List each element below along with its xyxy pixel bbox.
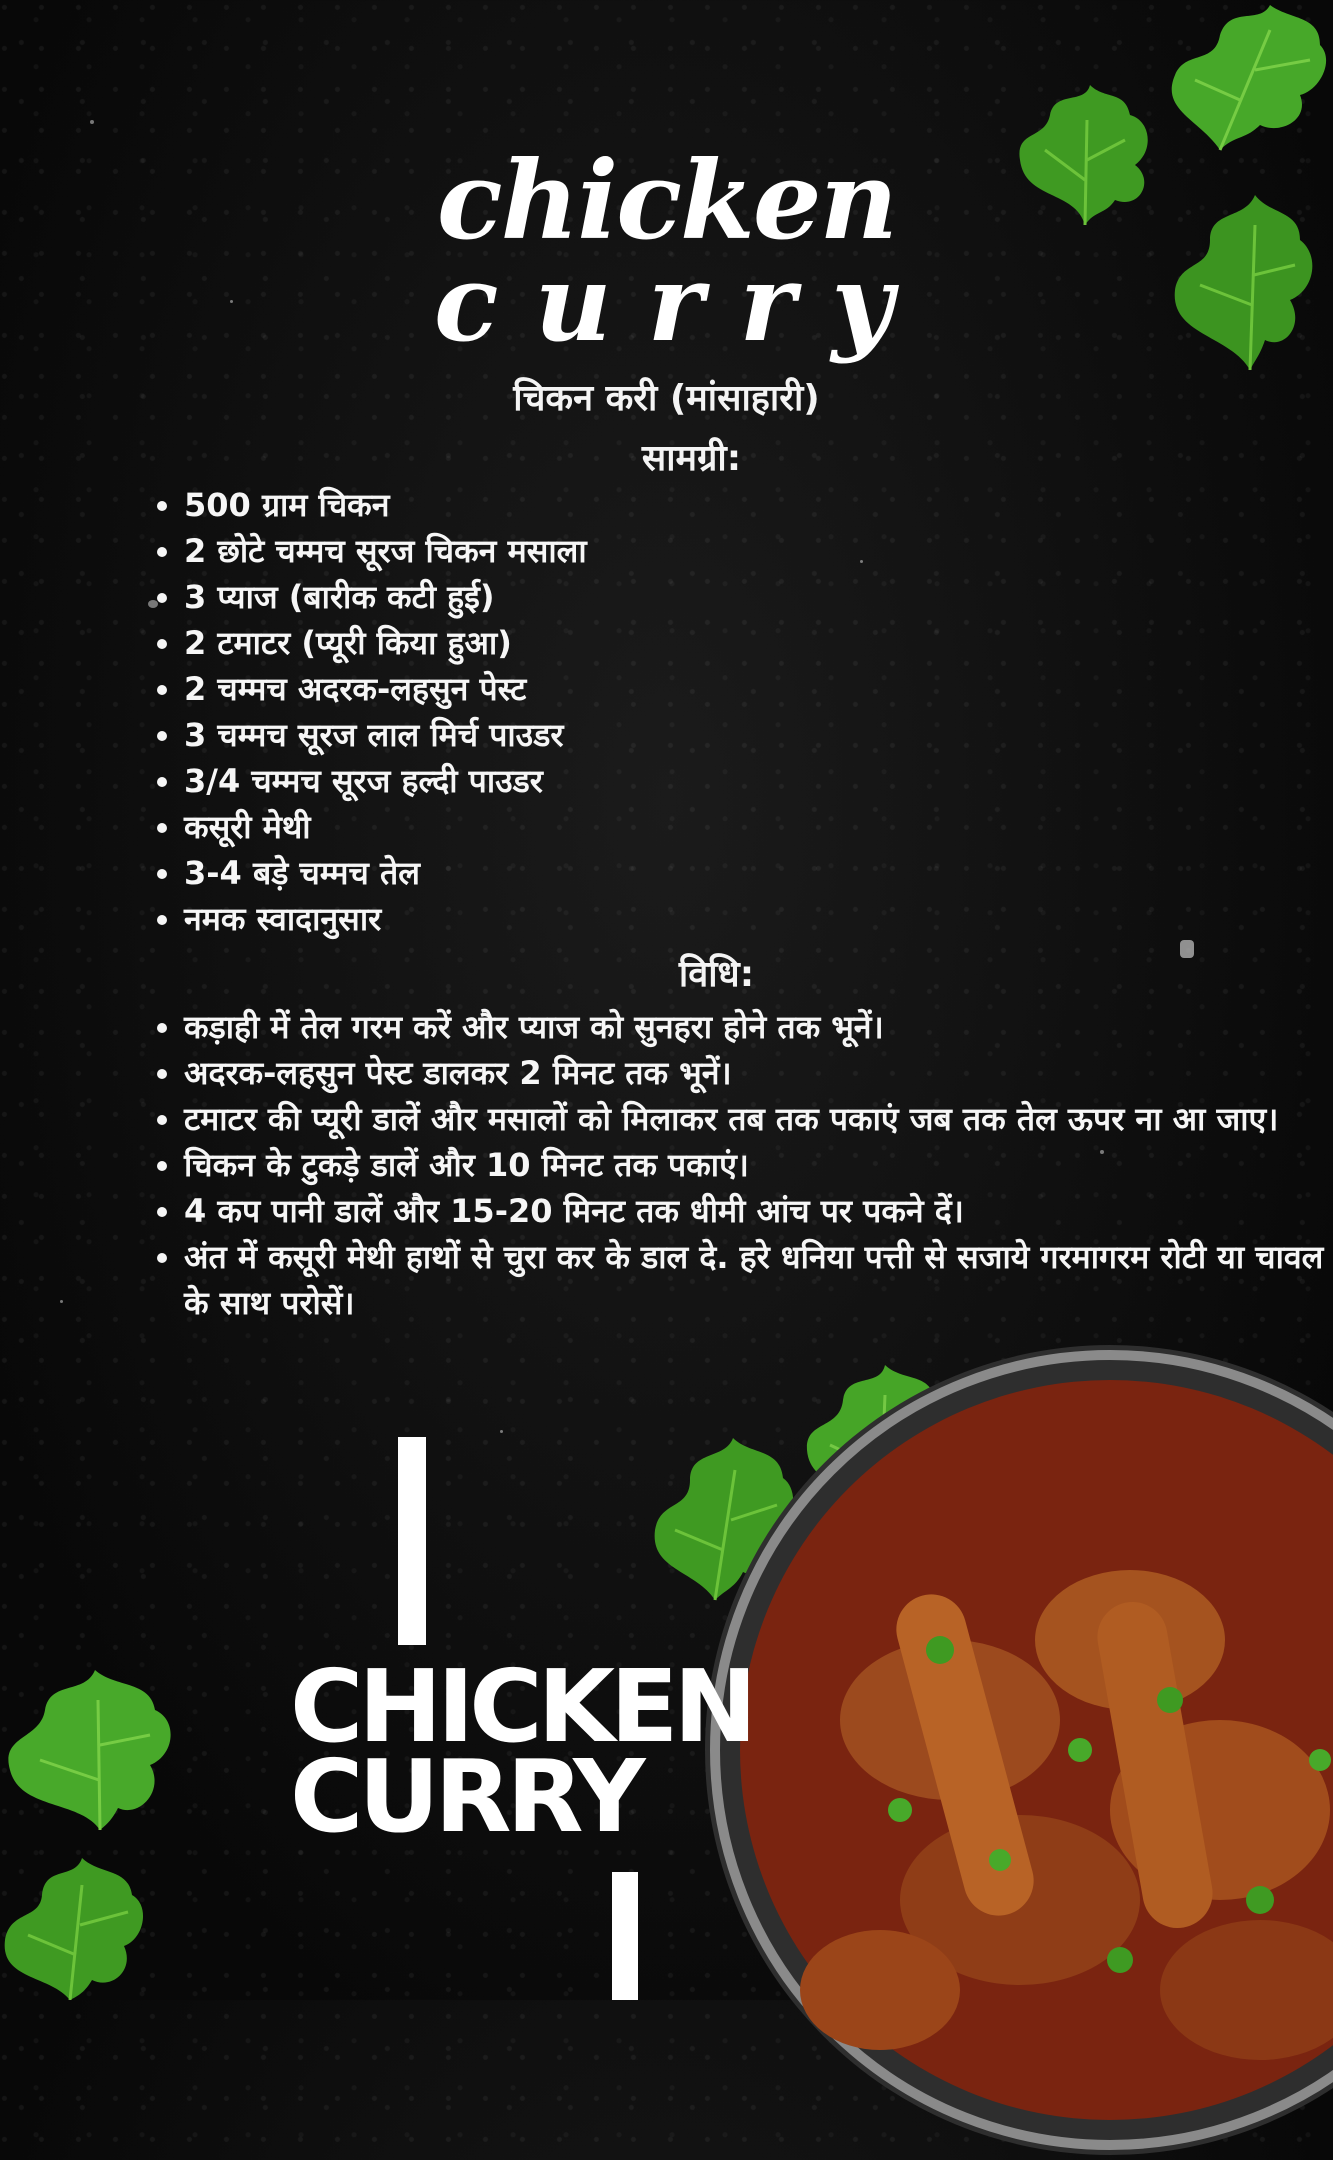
list-item: • चिकन के टुकड़े डालें और 10 मिनट तक पकाएं। (184, 1142, 1324, 1188)
method-heading: विधि: (678, 954, 755, 995)
title-line-1: chicken (436, 138, 897, 264)
title-line-2: curry (434, 240, 929, 365)
method-list (142, 1004, 1324, 1326)
big-title-line-2: CURRY (290, 1738, 641, 1855)
ingredients-list (142, 482, 884, 942)
decorative-bar (612, 1872, 638, 2000)
list-item: • कसूरी मेथी (184, 804, 884, 850)
big-title-line-1: CHICKEN (290, 1648, 753, 1765)
list-item: • 2 चम्मच अदरक-लहसुन पेस्ट (184, 666, 884, 712)
big-title (290, 1648, 753, 1855)
decorative-bar (398, 1437, 426, 1645)
list-item: • कड़ाही में तेल गरम करें और प्याज को सुनहरा होने तक भूनें। (184, 1004, 1324, 1050)
background-speck (90, 120, 94, 124)
list-item: • 3 प्याज (बारीक कटी हुई) (184, 574, 884, 620)
list-item: • 2 टमाटर (प्यूरी किया हुआ) (184, 620, 884, 666)
list-item: • अंत में कसूरी मेथी हाथों से चुरा कर के डाल दे. हरे धनिया पत्ती से सजाये गरमागरम रोटी या चावल के साथ परोसें। (184, 1234, 1324, 1326)
list-item: • नमक स्वादानुसार (184, 896, 884, 942)
list-item: • टमाटर की प्यूरी डालें और मसालों को मिलाकर तब तक पकाएं जब तक तेल ऊपर ना आ जाए। (184, 1096, 1324, 1142)
chicken-curry-pan-image (700, 1340, 1333, 2160)
list-item: • 3/4 चम्मच सूरज हल्दी पाउडर (184, 758, 884, 804)
list-item: • 500 ग्राम चिकन (184, 482, 884, 528)
list-item: • 4 कप पानी डालें और 15-20 मिनट तक धीमी आंच पर पकने दें। (184, 1188, 1324, 1234)
list-item: • 2 छोटे चम्मच सूरज चिकन मसाला (184, 528, 884, 574)
list-item: • अदरक-लहसुन पेस्ट डालकर 2 मिनट तक भूनें। (184, 1050, 1324, 1096)
background-speck (60, 1300, 63, 1303)
list-item: • 3-4 बड़े चम्मच तेल (184, 850, 884, 896)
background-speck (500, 1430, 503, 1433)
hindi-subtitle: चिकन करी (मांसाहारी) (513, 378, 820, 419)
coriander-leaf-icon (1160, 0, 1333, 160)
coriander-leaf-icon (0, 1660, 180, 1835)
list-item: • 3 चम्मच सूरज लाल मिर्च पाउडर (184, 712, 884, 758)
coriander-leaf-icon (0, 1850, 150, 2000)
ingredients-heading: सामग्री: (641, 438, 742, 479)
